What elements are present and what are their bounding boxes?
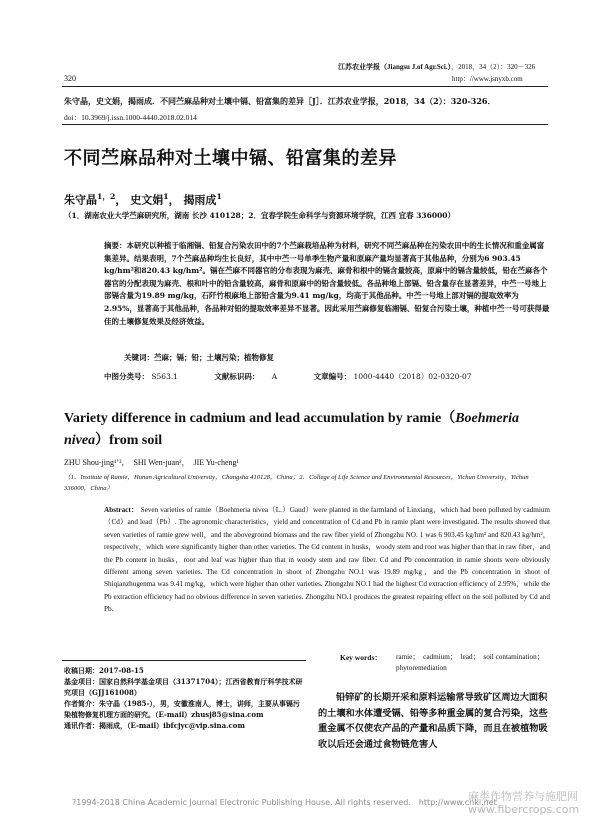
citation-line: 朱守晶，史文娟，揭雨成．不同苎麻品种对土壤中镉、铅富集的差异［J］．江苏农业学报，2018，34（2）：320-326．	[64, 96, 496, 106]
paper-title-cn: 不同苎麻品种对土壤中镉、铅富集的差异	[64, 148, 397, 169]
keywords-cn	[124, 352, 274, 363]
affiliation-cn: （1．湖南农业大学苎麻研究所，湖南 长沙 410128；2．宜春学院生命科学与资源环境学院，江西 宜春 336000）	[64, 211, 456, 220]
watermark-line1: 麻类作物营养与施肥网	[468, 790, 578, 803]
keywords-en: ramie； cadmium； lead； soil contamination； phytoremediation	[396, 653, 548, 672]
journal-url[interactable]: http：//www.jsnyxb.com	[452, 75, 523, 83]
journal-issue: ，2018，34（2）：320－326	[451, 63, 536, 71]
affiliation-en: （1．Institute of Ramie，Hunan Agricultural University，Changsha 410128，China；2．College of Life Science and Environmental Resources，Yichun University，Yichun 336000，China）	[64, 474, 529, 492]
author-3-affil: 1	[216, 192, 222, 201]
intro-paragraph: 铅锌矿的长期开采和原料运输常导致矿区周边大面积的土壤和水体遭受镉、铅等多种重金属的复合污染，这些重金属不仅使农产品的产量和品质下降，而且在被植物吸收以后还会通过食物链危害人	[318, 692, 548, 750]
keywords-cn-text: 苎麻；镉；铅；土壤污染；植物修复	[154, 353, 274, 362]
abstract-cn-text: 本研究以种植于临湘镉、铅复合污染农田中的7个苎麻栽培品种为材料，研究不同苎麻品种在污染农田中的生长情况和重金属富集差异。结果表明，7个苎麻品种均生长良好，其中中苎一号单季生物产量和原麻产量均显著高于其他品种，分别为6 903.45 kg/hm²和820.43 kg/hm²。镉在苎麻不同器官的分布表现为麻壳、麻骨和根中的镉含量较高，原麻中的镉含量较低，铅在苎麻各个器官的分配表现为麻壳、根和叶中的铅含量较高，麻骨和原麻中的铅含量较低。各品种地上部镉、铅含量存在显著差异，中苎一号地上部镉含量为19.89 mg/kg，石阡竹根麻地上部铅含量为9.41 mg/kg，均高于其他品种。中苎一号地上部对镉的提取效率为2.95%，显著高于其他品种，各品种对铅的提取效率差异不显著。因此采用苎麻修复临湘镉、铅复合污染土壤，种植中苎一号可获得最佳的土壤修复效果及经济效益。	[104, 241, 550, 326]
footnotes	[64, 665, 304, 731]
watermark-line2: www.fibercrops.com	[468, 803, 580, 816]
header-rule	[62, 86, 548, 87]
keywords-cn-label: 关键词：	[124, 353, 154, 362]
article-no-label: 文章编号：	[313, 372, 352, 381]
abstract-en	[104, 504, 550, 616]
footnote-received: 收稿日期：2017-08-15	[64, 666, 144, 675]
author-1-affil: 1，2	[97, 192, 116, 201]
journal-name: 江苏农业学报（Jiangsu J.of Agr.Sci.）	[338, 63, 452, 71]
copyright-line: ?1994-2018 China Academic Journal Electronic Publishing House. All rights reserved. http://www.cnki.net	[72, 798, 497, 807]
paper-title-en	[64, 408, 550, 452]
author-2-affil: 1	[163, 192, 169, 201]
abstract-en-label: Abstract：	[104, 506, 139, 514]
author-3: 揭雨成	[183, 193, 217, 207]
abstract-cn	[104, 240, 550, 328]
footnote-corresponding: 通讯作者：揭雨成，（E-mail）ibfcjyc@vip.sina.com	[64, 721, 245, 730]
abstract-en-text: Seven varieties of ramie（Boehmeria nivea（L.）Gaud）were planted in the farmland of Linxiang，which had been polluted by cadmium（Cd）and lead（Pb）. The agronomic characteristics，yield and concentration of Cd and Pb in ramie plant were investigated. The results showed that seven varieties of ramie grew well，and the aboveground biomass and the raw fiber yield of Zhongzhu NO. 1 was 6 903.45 kg/hm² and 820.43 kg/hm²，respectively，which were significantly higher than other varieties. The Cd content in husks，woody stem and root was higher than that in raw fiber，and the Pb content in husks，root and leaf was higher than that in woody stem and raw fiber. Cd and Pb concentration in ramie shoots were obviously different among seven varieties. The Cd concentration in shoot of Zhongzhu NO.1 was 19.89 mg/kg，and the Pb concentration in shoot of Shiqianzhugenma was 9.41 mg/kg，which were higher than other varieties. Zhongzhu NO.1 had the highest Cd extraction efficiency of 2.95%，while the Pb extraction efficiency had no obvious difference in seven varieties. Zhongzhu NO.1 produces the greatest repairing effect on the soil polluted by Cd and Pb.	[104, 506, 551, 614]
abstract-cn-label: 摘要：	[104, 241, 127, 250]
title-en-main: Variety difference in cadmium and lead accumulation by ramie（	[64, 411, 456, 426]
clc-value: S563.1	[151, 372, 178, 381]
author-1: 朱守晶	[64, 193, 97, 207]
clc-label: 中图分类号：	[104, 372, 149, 381]
authors-cn: 朱守晶$^{1,2}$， 史文娟$^1$， 揭雨成$^1$	[64, 192, 222, 207]
citation-doi[interactable]: doi：10.3969/j.issn.1000-4440.2018.02.014	[64, 113, 197, 122]
authors-en: ZHU Shou-jing¹ʼ²， SHI Wen-juan²， JIE Yu-cheng¹	[64, 458, 239, 467]
classification-line	[104, 371, 472, 382]
author-2: 史文娟	[130, 193, 164, 207]
footnote-funding: 基金项目：国家自然科学基金项目（31371704）；江西省教育厅科学技术研究项目（GJJ161008）	[64, 677, 303, 697]
footnote-author-bio: 作者简介：朱守晶（1985-），男，安徽淮南人，博士，讲师，主要从事镉污染植物修复机理方面的研究。（E-mail）zhusj85@sina.com	[64, 699, 300, 719]
article-no-value: 1000-4440（2018）02-0320-07	[353, 372, 472, 381]
citation-rule	[62, 124, 548, 125]
keywords-en-label: Key words：	[340, 653, 382, 662]
title-en-tail: ）from soil	[95, 433, 163, 448]
title-en-species: Boehmeria nivea	[64, 411, 519, 448]
journal-header	[338, 62, 535, 72]
doc-code-value: A	[271, 372, 278, 381]
footnote-rule	[62, 660, 306, 661]
watermark	[468, 790, 579, 816]
doc-code-label: 文献标识码：	[214, 372, 260, 381]
page-number: 320	[64, 74, 76, 83]
